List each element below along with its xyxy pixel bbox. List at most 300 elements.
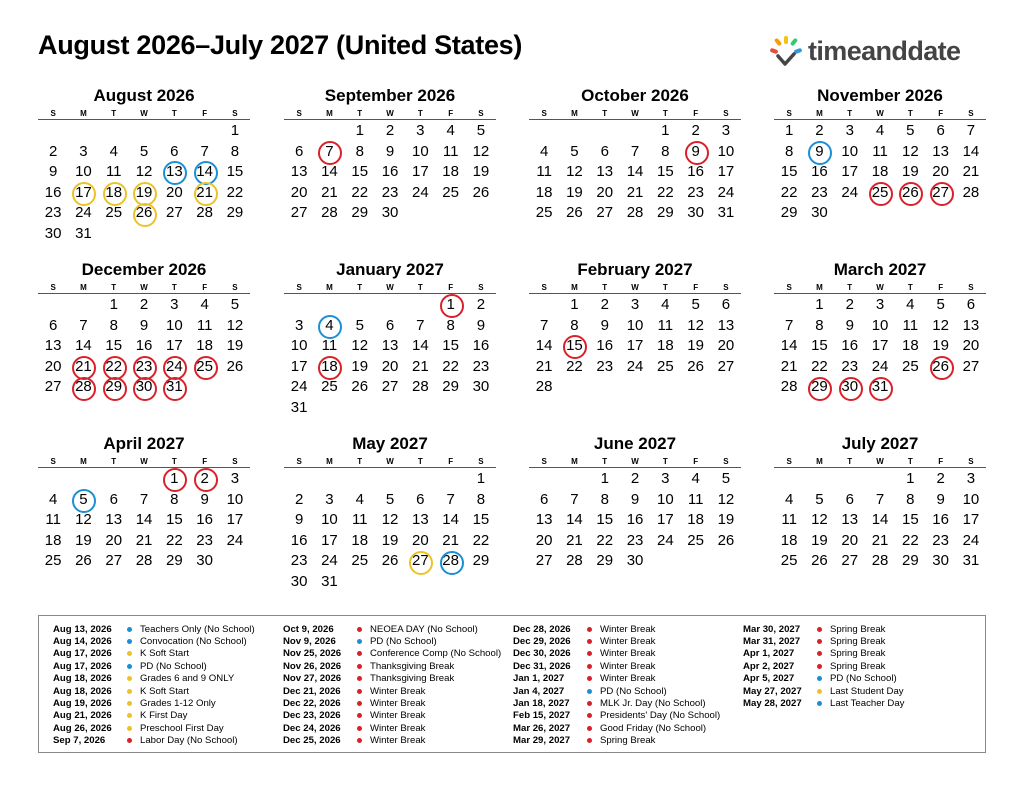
calendar-day: 10 — [717, 142, 735, 160]
calendar-day: 12 — [687, 316, 704, 334]
calendar-day: 27 — [535, 552, 553, 570]
calendar-day: 30 — [811, 204, 828, 222]
calendar-day: 5 — [385, 490, 395, 508]
calendar-day: 12 — [351, 337, 369, 355]
legend-date: Dec 22, 2026 — [283, 698, 341, 710]
legend-item — [513, 685, 720, 697]
calendar-day: 4 — [906, 296, 915, 313]
legend-label: MLK Jr. Day (No School) — [600, 698, 706, 710]
legend-dot-icon — [817, 701, 822, 706]
empty-day — [804, 469, 834, 490]
weekday-header — [284, 456, 496, 468]
calendar-day: 15 — [472, 511, 490, 529]
calendar-day: 8 — [906, 490, 915, 508]
legend-item — [513, 660, 720, 672]
calendar-day: 5 — [906, 122, 915, 139]
calendar-day: 13 — [596, 163, 614, 181]
legend-label: Winter Break — [370, 710, 426, 722]
calendar-day: 1 — [476, 470, 486, 487]
weekday-label: T — [417, 109, 423, 118]
calendar-day: 15 — [351, 163, 369, 181]
legend-date: Dec 29, 2026 — [513, 636, 571, 648]
legend-dot-icon — [817, 664, 822, 669]
calendar-day: 18 — [901, 337, 919, 355]
calendar-day: 30 — [932, 552, 949, 570]
legend-date: Dec 25, 2026 — [283, 735, 341, 747]
empty-day — [865, 469, 895, 490]
legend-dot-icon — [587, 651, 592, 656]
calendar-day-marked: 31 — [159, 377, 189, 398]
calendar-day: 11 — [45, 511, 61, 529]
calendar-day: 5 — [476, 122, 486, 139]
calendar-day-marked: 19 — [129, 183, 159, 204]
calendar-day: 16 — [472, 337, 490, 355]
calendar-day: 31 — [717, 204, 735, 222]
legend-label: Last Teacher Day — [830, 698, 905, 710]
legend-label: K Soft Start — [140, 685, 190, 697]
calendar-day: 11 — [536, 163, 552, 181]
empty-day — [284, 295, 314, 316]
calendar-day: 5 — [139, 142, 149, 160]
calendar-day-marked: 1 — [159, 469, 189, 490]
legend-dot-icon — [357, 676, 362, 681]
day-grid — [284, 469, 496, 593]
calendar-day: 10 — [226, 490, 244, 508]
weekday-label: T — [907, 109, 913, 118]
weekday-label: T — [417, 457, 423, 466]
calendar-day-marked: 26 — [925, 357, 955, 378]
calendar-day: 5 — [815, 490, 824, 508]
calendar-day: 17 — [717, 163, 735, 181]
legend-item — [283, 735, 501, 747]
weekday-label: T — [171, 457, 177, 466]
calendar-day: 19 — [472, 163, 490, 181]
calendar-day: 11 — [687, 490, 704, 508]
calendar-day: 26 — [811, 552, 828, 570]
day-grid — [774, 295, 986, 398]
calendar-day: 22 — [442, 357, 459, 375]
legend-label: Winter Break — [370, 685, 426, 697]
day-grid — [38, 469, 250, 572]
calendar-day: 1 — [230, 122, 240, 139]
weekday-label: T — [602, 109, 608, 118]
calendar-day: 5 — [691, 296, 700, 313]
calendar-day: 22 — [596, 531, 614, 549]
day-grid — [38, 121, 250, 245]
calendar-day-marked: 18 — [314, 357, 344, 378]
calendar-day: 12 — [901, 142, 919, 160]
weekday-label: W — [876, 283, 884, 292]
legend-label: Presidents' Day (No School) — [600, 710, 721, 722]
calendar-day: 24 — [626, 357, 644, 375]
day-grid — [529, 295, 741, 398]
legend-date: Aug 14, 2026 — [53, 636, 112, 648]
legend-dot-icon — [817, 689, 822, 694]
empty-day — [590, 121, 620, 142]
calendar-day: 15 — [105, 337, 123, 355]
legend-item — [743, 685, 904, 697]
empty-day — [559, 121, 589, 142]
legend-item — [53, 735, 255, 747]
weekday-label: T — [357, 283, 363, 292]
calendar-day: 2 — [48, 142, 58, 160]
calendar-day: 20 — [596, 183, 614, 201]
legend-label: Spring Break — [830, 623, 886, 635]
weekday-label: T — [662, 457, 668, 466]
calendar-day: 6 — [416, 490, 425, 508]
calendar-day: 8 — [109, 316, 118, 334]
legend-item — [283, 660, 501, 672]
calendar-day: 27 — [596, 204, 614, 222]
month-calendar — [529, 432, 741, 572]
legend-date: Aug 21, 2026 — [53, 710, 112, 722]
calendar-day: 31 — [290, 398, 308, 416]
weekday-label: M — [571, 109, 578, 118]
calendar-day: 20 — [44, 357, 62, 375]
weekday-label: T — [662, 109, 668, 118]
calendar-day-marked: 22 — [99, 357, 129, 378]
calendar-day: 27 — [44, 378, 62, 396]
calendar-day: 25 — [351, 552, 369, 570]
calendar-day: 2 — [691, 122, 700, 139]
legend-column — [513, 623, 720, 747]
legend-date: Jan 4, 2027 — [513, 685, 565, 697]
calendar-day: 21 — [321, 183, 338, 201]
calendar-day: 8 — [170, 490, 179, 508]
weekday-label: T — [907, 283, 913, 292]
calendar-day: 29 — [351, 204, 369, 222]
calendar-day: 3 — [294, 316, 304, 334]
empty-day — [620, 121, 650, 142]
calendar-day: 9 — [630, 490, 640, 508]
calendar-day-marked: 21 — [68, 357, 98, 378]
legend-date: May 28, 2027 — [743, 698, 802, 710]
legend-item — [513, 673, 720, 685]
calendar-day: 13 — [105, 511, 123, 529]
calendar-day: 4 — [691, 470, 700, 487]
legend-item — [743, 635, 904, 647]
calendar-day-marked: 28 — [435, 551, 465, 572]
legend-item — [513, 710, 720, 722]
calendar-day: 18 — [44, 531, 62, 549]
calendar-day: 17 — [411, 163, 429, 181]
weekday-label: T — [847, 109, 853, 118]
calendar-day: 4 — [48, 490, 58, 508]
calendar-day: 7 — [139, 490, 149, 508]
calendar-day: 10 — [321, 511, 338, 529]
month-calendar — [774, 84, 986, 224]
legend-date: Aug 19, 2026 — [53, 698, 112, 710]
calendar-day: 11 — [781, 511, 797, 529]
legend-label: PD (No School) — [370, 636, 437, 648]
calendar-day: 14 — [535, 337, 553, 355]
calendar-day: 26 — [472, 183, 490, 201]
calendar-day-marked: 27 — [405, 551, 435, 572]
empty-day — [774, 295, 804, 316]
month-calendar — [284, 432, 496, 593]
calendar-day: 2 — [815, 122, 824, 139]
calendar-day-marked: 21 — [189, 183, 219, 204]
calendar-day: 24 — [656, 531, 674, 549]
calendar-day: 2 — [476, 296, 486, 313]
weekday-header — [774, 282, 986, 294]
legend-date: Aug 17, 2026 — [53, 648, 112, 660]
calendar-day: 3 — [721, 122, 731, 139]
weekday-label: W — [631, 283, 639, 292]
calendar-day: 5 — [721, 470, 731, 487]
calendar-day: 22 — [901, 531, 919, 549]
empty-day — [68, 121, 98, 142]
weekday-label: F — [938, 457, 944, 466]
calendar-day: 28 — [411, 378, 429, 396]
month-title: May 2027 — [352, 434, 428, 453]
calendar-day: 1 — [906, 470, 915, 487]
month-calendar — [529, 84, 741, 224]
weekday-label: F — [693, 109, 699, 118]
calendar-day: 9 — [385, 142, 395, 160]
calendar-day: 25 — [656, 357, 674, 375]
legend-label: K First Day — [140, 710, 188, 722]
calendar-day: 19 — [687, 337, 704, 355]
calendar-day: 13 — [717, 316, 735, 334]
weekday-label: S — [296, 283, 302, 292]
legend-item — [53, 710, 255, 722]
calendar-day: 6 — [109, 490, 118, 508]
legend-label: Grades 1-12 Only — [140, 698, 216, 710]
legend-dot-icon — [587, 701, 592, 706]
calendar-day: 10 — [290, 337, 308, 355]
calendar-day: 16 — [811, 163, 828, 181]
legend-label: Spring Break — [830, 636, 886, 648]
calendar-day: 15 — [780, 163, 798, 181]
calendar-day: 4 — [355, 490, 364, 508]
empty-day — [38, 295, 68, 316]
weekday-header — [529, 108, 741, 120]
calendar-day: 6 — [600, 142, 609, 160]
calendar-day: 19 — [75, 531, 92, 549]
calendar-day: 19 — [226, 337, 244, 355]
weekday-label: T — [111, 457, 117, 466]
calendar-day-marked: 25 — [865, 183, 895, 204]
calendar-day: 31 — [962, 552, 980, 570]
legend-item — [53, 722, 255, 734]
calendar-day: 3 — [325, 490, 334, 508]
calendar-day: 14 — [442, 511, 459, 529]
calendar-day: 3 — [966, 470, 976, 487]
legend-dot-icon — [587, 627, 592, 632]
calendar-day: 30 — [44, 224, 62, 242]
legend-item — [283, 648, 501, 660]
calendar-day: 14 — [566, 511, 583, 529]
weekday-label: S — [968, 457, 974, 466]
calendar-day: 2 — [294, 490, 304, 508]
calendar-day-marked: 30 — [835, 377, 865, 398]
calendar-day: 6 — [845, 490, 854, 508]
calendar-day: 23 — [841, 357, 859, 375]
legend-dot-icon — [127, 726, 132, 731]
calendar-day: 26 — [381, 552, 399, 570]
legend-date: Apr 2, 2027 — [743, 660, 795, 672]
calendar-day: 13 — [381, 337, 399, 355]
calendar-day-marked: 25 — [189, 357, 219, 378]
legend-column — [743, 623, 904, 710]
calendar-day: 25 — [321, 378, 338, 396]
calendar-day: 23 — [44, 204, 62, 222]
weekday-header — [774, 108, 986, 120]
legend-item — [283, 697, 501, 709]
calendar-day: 3 — [845, 122, 854, 139]
calendar-day: 24 — [841, 183, 859, 201]
weekday-label: S — [232, 283, 238, 292]
calendar-day-marked: 9 — [680, 142, 710, 163]
calendar-day: 13 — [932, 142, 949, 160]
legend-item — [53, 673, 255, 685]
calendar-day: 25 — [535, 204, 553, 222]
empty-day — [774, 469, 804, 490]
weekday-label: W — [140, 283, 148, 292]
calendar-day: 16 — [135, 337, 153, 355]
month-calendar — [284, 84, 496, 224]
calendar-day: 23 — [290, 552, 308, 570]
empty-day — [99, 121, 129, 142]
legend-date: Mar 30, 2027 — [743, 623, 801, 635]
calendar-day: 25 — [442, 183, 459, 201]
legend-date: Nov 9, 2026 — [283, 636, 336, 648]
timeanddate-logo[interactable] — [768, 34, 960, 68]
calendar-day: 26 — [351, 378, 369, 396]
legend-dot-icon — [587, 738, 592, 743]
calendar-day: 16 — [596, 337, 614, 355]
calendar-day: 27 — [290, 204, 308, 222]
calendar-day: 14 — [321, 163, 338, 181]
weekday-label: F — [202, 457, 208, 466]
calendar-day: 23 — [811, 183, 828, 201]
weekday-label: T — [602, 283, 608, 292]
legend-label: Winter Break — [370, 722, 426, 734]
legend-dot-icon — [357, 689, 362, 694]
month-title: July 2027 — [841, 434, 919, 453]
calendar-day: 30 — [687, 204, 704, 222]
calendar-day: 8 — [570, 316, 579, 334]
calendar-day-marked: 2 — [189, 469, 219, 490]
legend-dot-icon — [357, 726, 362, 731]
calendar-day: 1 — [355, 122, 364, 139]
calendar-day: 2 — [385, 122, 395, 139]
empty-day — [345, 295, 375, 316]
calendar-day: 12 — [932, 316, 949, 334]
calendar-day: 12 — [226, 316, 244, 334]
calendar-day: 5 — [936, 296, 945, 313]
day-grid — [284, 121, 496, 224]
empty-day — [284, 121, 314, 142]
weekday-label: F — [693, 457, 699, 466]
calendar-day: 26 — [687, 357, 704, 375]
legend-date: Dec 28, 2026 — [513, 623, 571, 635]
legend-label: Winter Break — [600, 648, 656, 660]
calendar-day: 29 — [442, 378, 459, 396]
calendar-day: 8 — [815, 316, 824, 334]
legend-dot-icon — [357, 639, 362, 644]
day-grid — [284, 295, 496, 419]
legend-label: Convocation (No School) — [140, 636, 247, 648]
calendar-day: 11 — [442, 142, 459, 160]
calendar-day: 16 — [290, 531, 308, 549]
calendar-day-marked: 18 — [99, 183, 129, 204]
month-title: November 2026 — [817, 86, 943, 105]
calendar-day: 14 — [411, 337, 429, 355]
legend-dot-icon — [127, 713, 132, 718]
weekday-header — [284, 282, 496, 294]
calendar-day: 6 — [48, 316, 58, 334]
calendar-day: 28 — [196, 204, 213, 222]
calendar-day: 5 — [230, 296, 240, 313]
calendar-day: 21 — [135, 531, 153, 549]
calendar-day-marked: 29 — [804, 377, 834, 398]
empty-day — [129, 121, 159, 142]
weekday-label: F — [202, 283, 208, 292]
month-calendar — [529, 258, 741, 398]
calendar-day: 25 — [687, 531, 704, 549]
calendar-day: 5 — [355, 316, 364, 334]
calendar-day: 1 — [661, 122, 670, 139]
empty-day — [345, 469, 375, 490]
weekday-label: T — [171, 283, 177, 292]
calendar-day-marked: 30 — [129, 377, 159, 398]
legend-dot-icon — [127, 651, 132, 656]
calendar-day: 23 — [596, 357, 614, 375]
legend-date: Feb 15, 2027 — [513, 710, 571, 722]
calendar-day-marked: 31 — [865, 377, 895, 398]
calendar-day: 11 — [196, 316, 213, 334]
calendar-day-marked: 15 — [559, 336, 589, 357]
empty-day — [68, 295, 98, 316]
calendar-day: 24 — [290, 378, 308, 396]
legend-item — [283, 635, 501, 647]
calendar-day: 7 — [446, 490, 455, 508]
empty-day — [375, 469, 405, 490]
empty-day — [405, 295, 435, 316]
calendar-day: 24 — [411, 183, 429, 201]
legend-label: Winter Break — [600, 660, 656, 672]
calendar-day: 22 — [566, 357, 583, 375]
weekday-label: S — [723, 457, 729, 466]
legend-item — [53, 660, 255, 672]
calendar-day: 14 — [75, 337, 92, 355]
legend-dot-icon — [817, 651, 822, 656]
legend-column — [283, 623, 501, 747]
calendar-day: 25 — [901, 357, 919, 375]
weekday-label: S — [968, 109, 974, 118]
legend-dot-icon — [357, 651, 362, 656]
legend-item — [283, 710, 501, 722]
weekday-label: S — [968, 283, 974, 292]
calendar-day: 4 — [784, 490, 794, 508]
calendar-day: 28 — [626, 204, 644, 222]
calendar-day: 3 — [630, 296, 640, 313]
holiday-legend — [38, 615, 986, 753]
weekday-label: M — [326, 109, 333, 118]
calendar-day: 24 — [75, 204, 92, 222]
calendar-day: 21 — [626, 183, 644, 201]
calendar-day: 13 — [290, 163, 308, 181]
calendar-day: 9 — [200, 490, 209, 508]
calendar-day: 6 — [539, 490, 549, 508]
calendar-day: 24 — [321, 552, 338, 570]
legend-date: Mar 31, 2027 — [743, 636, 801, 648]
weekday-label: W — [631, 109, 639, 118]
calendar-day: 24 — [226, 531, 244, 549]
calendar-day: 20 — [841, 531, 859, 549]
